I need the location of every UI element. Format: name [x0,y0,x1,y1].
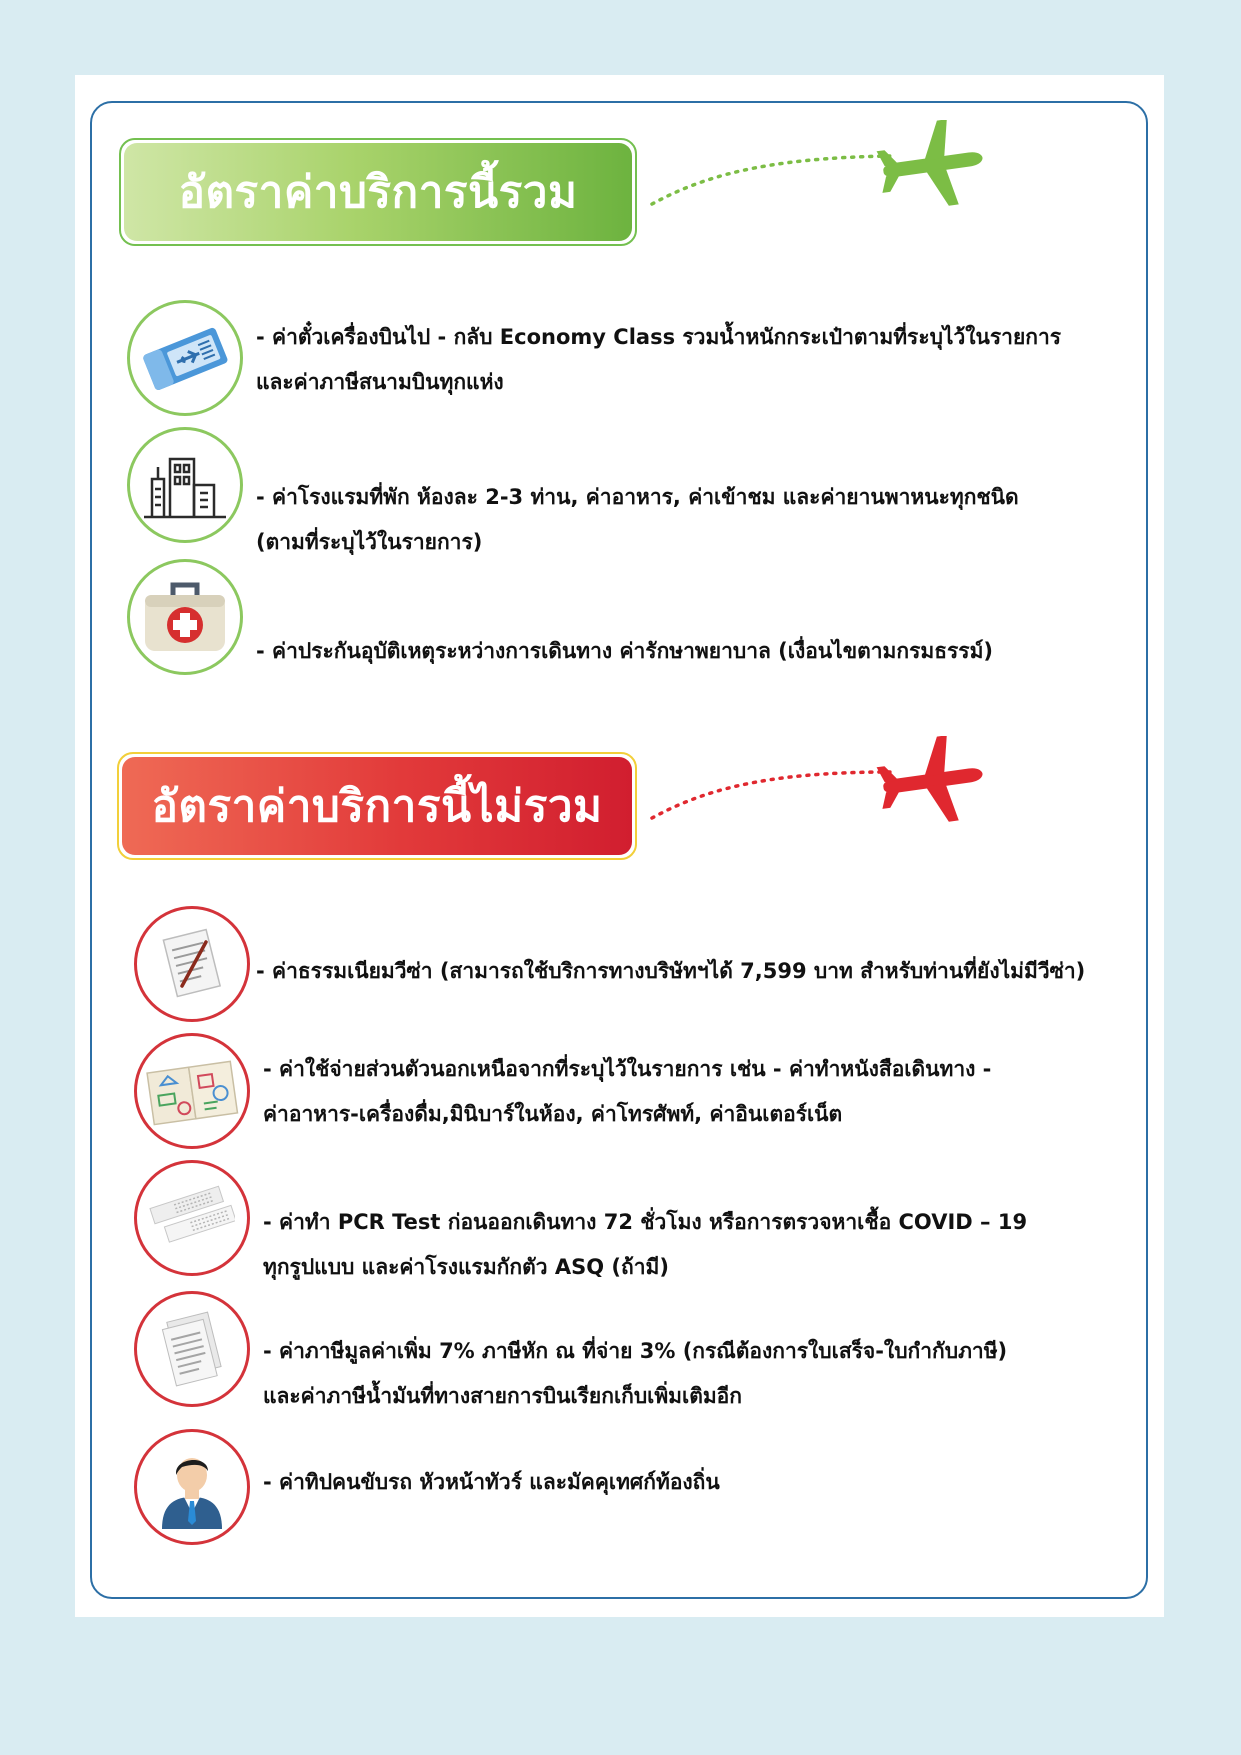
excluded-title: อัตราค่าบริการนี้ไม่รวม [122,757,632,855]
ticket-icon-circle [127,300,243,416]
excluded-item-tax: - ค่าภาษีมูลค่าเพิ่ม 7% ภาษีหัก ณ ที่จ่าย 3% (กรณีต้องการใบเสร็จ-ใบกำกับภาษี) และค่าภาษีน้ำมันที่ทางสายการบินเรียกเก็บเพิ่มเติมอีก [263,1339,1008,1408]
pcr-test-strip-icon [149,1178,235,1258]
first-aid-icon-circle [127,559,243,675]
hotel-building-icon [140,445,230,525]
included-item-insurance: - ค่าประกันอุบัติเหตุระหว่างการเดินทาง ค่ารักษาพยาบาล (เงื่อนไขตามกรมธรรม์) [256,639,994,663]
included-item-hotel: - ค่าโรงแรมที่พัก ห้องละ 2-3 ท่าน, ค่าอาหาร, ค่าเข้าชม และค่ายานพาหนะทุกชนิด (ตามที่ระบุไว้ในรายการ) [256,485,1019,554]
first-aid-kit-icon [139,577,231,657]
excluded-item-pcr-test: - ค่าทำ PCR Test ก่อนออกเดินทาง 72 ชั่วโมง หรือการตรวจหาเชื้อ COVID – 19 ทุกรูปแบบ และค่าโรงแรมกักตัว ASQ (ถ้ามี) [263,1210,1028,1279]
passport-stamps-icon [144,1051,240,1131]
pcr-icon-circle [134,1160,250,1276]
dotted-flight-path [650,148,900,208]
red-airplane-icon [875,736,985,826]
included-title: อัตราค่าบริการนี้รวม [124,143,632,241]
included-banner [119,138,637,246]
green-airplane-icon [875,120,985,210]
tax-icon-circle [134,1291,250,1407]
excluded-item-tips: - ค่าทิปคนขับรถ หัวหน้าทัวร์ และมัคคุเทศก์ท้องถิ่น [263,1470,720,1494]
visa-document-icon [152,924,232,1004]
plane-ticket-icon [140,318,230,398]
excluded-item-visa: - ค่าธรรมเนียมวีซ่า (สามารถใช้บริการทางบริษัทฯได้ 7,599 บาท สำหรับท่านที่ยังไม่มีวีซ่า) [256,959,1086,983]
passport-icon-circle [134,1033,250,1149]
hotel-icon-circle [127,427,243,543]
excluded-banner [117,752,637,860]
excluded-item-personal-expenses: - ค่าใช้จ่ายส่วนตัวนอกเหนือจากที่ระบุไว้ในรายการ เช่น - ค่าทำหนังสือเดินทาง - ค่าอาหาร-เครื่องดื่ม,มินิบาร์ในห้อง, ค่าโทรศัพท์, ค่าอินเตอร์เน็ต [263,1057,992,1126]
dotted-flight-path [650,762,900,822]
visa-icon-circle [134,906,250,1022]
included-item-ticket: - ค่าตั๋วเครื่องบินไป - กลับ Economy Class รวมน้ำหนักกระเป๋าตามที่ระบุไว้ในรายการ และค่าภาษีสนามบินทุกแห่ง [256,325,1062,394]
tax-document-icon [152,1309,232,1389]
guide-icon-circle [134,1429,250,1545]
tour-guide-person-icon [152,1445,232,1529]
